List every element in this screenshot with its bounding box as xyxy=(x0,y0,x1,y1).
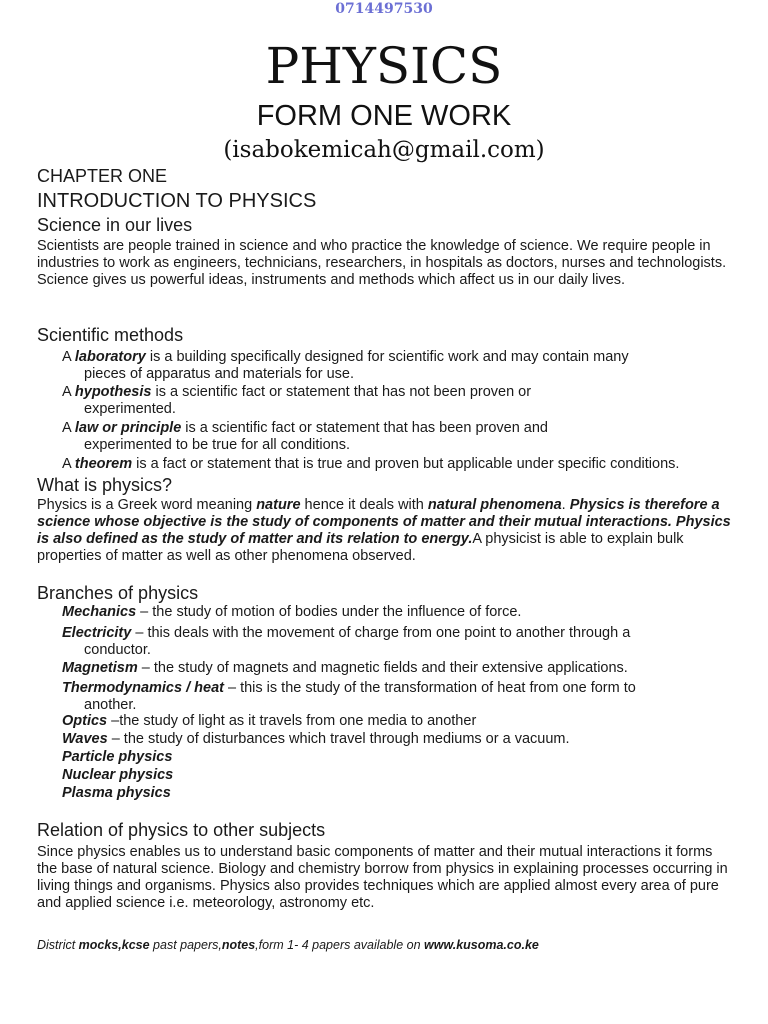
branch-term: Waves xyxy=(62,731,108,747)
science-heading: Science in our lives xyxy=(37,215,193,235)
branch-text-cont: another. xyxy=(84,696,137,713)
method-text-cont: experimented to be true for all conditions. xyxy=(84,436,350,453)
footer-text: past papers, xyxy=(149,938,222,952)
method-term: hypothesis xyxy=(74,384,152,400)
branch-particle xyxy=(62,749,732,766)
page-subtitle: FORM ONE WORK xyxy=(256,100,512,132)
branch-nuclear xyxy=(62,767,732,784)
branch-term: Optics xyxy=(62,713,108,729)
science-paragraph: Scientists are people trained in science and who practice the knowledge of science. We require people in industries to work as engineers, technicians, researchers, in hospitals as doctors, nurses and technologists. Science gives us powerful ideas, instruments and methods which affect us in our daily lives. xyxy=(37,238,727,288)
footer-bold: mocks,kcse xyxy=(78,938,150,952)
footer-link[interactable]: www.kusoma.co.ke xyxy=(424,938,539,952)
methods-heading: Scientific methods xyxy=(37,325,184,345)
branch-text: – the study of disturbances which travel through mediums or a vacuum. xyxy=(107,731,570,747)
what-text: A physicist is able to explain bulk properties of matter as well as other phenomena observed. xyxy=(37,531,684,564)
what-heading: What is physics? xyxy=(37,475,173,495)
branch-electricity xyxy=(62,625,732,658)
branch-text: – this deals with the movement of charge from one point to another through a xyxy=(131,625,631,641)
footer-text: District xyxy=(37,938,79,952)
branch-optics xyxy=(62,713,732,730)
footer-bold: notes xyxy=(221,938,256,952)
method-text-cont: experimented. xyxy=(84,400,176,417)
branch-thermodynamics xyxy=(62,680,732,713)
method-item-laboratory xyxy=(62,349,732,382)
branch-waves xyxy=(62,731,732,748)
branch-term: Particle physics xyxy=(62,749,173,765)
method-term: law or principle xyxy=(74,420,182,436)
author-email: (isabokemicah@gmail.com) xyxy=(223,137,545,163)
relation-heading: Relation of physics to other subjects xyxy=(37,820,326,840)
relation-paragraph: Since physics enables us to understand basic components of matter and their mutual interactions it forms the base of natural science. Biology and chemistry borrow from physics in explaining processes occurring in living things and organisms. Physics also provides techniques which are applied almost every area of pure and applied science i.e. meteorology, astronomy etc. xyxy=(37,844,728,911)
what-term: natural phenomena xyxy=(427,497,562,513)
method-text: is a scientific fact or statement that has not been proven or xyxy=(151,384,532,400)
what-definition: Physics is therefore a science whose objective is the study of components of matter and their mutual interactions. Physics is also defined as the study of matter and its relation to energy. xyxy=(37,497,731,547)
method-item-law xyxy=(62,420,732,453)
branch-text: – the study of magnets and magnetic fields and their extensive applications. xyxy=(137,660,628,676)
method-prefix: A xyxy=(62,384,75,400)
page-title: PHYSICS xyxy=(265,37,503,95)
branch-text: – the study of motion of bodies under the influence of force. xyxy=(136,604,522,620)
method-text: is a scientific fact or statement that has been proven and xyxy=(181,420,548,436)
method-item-theorem xyxy=(62,456,732,473)
branch-text: –the study of light as it travels from one media to another xyxy=(107,713,477,729)
phone-number: 0714497530 xyxy=(335,1,433,17)
branch-text: – this is the study of the transformation of heat from one form to xyxy=(223,680,636,696)
method-term: laboratory xyxy=(74,349,146,365)
method-text: is a building specifically designed for scientific work and may contain many xyxy=(145,349,629,365)
footer-text: ,form 1- 4 papers available on xyxy=(255,938,425,952)
method-item-hypothesis xyxy=(62,384,732,417)
method-prefix: A xyxy=(62,420,75,436)
what-paragraph xyxy=(37,497,732,565)
branch-magnetism xyxy=(62,660,732,677)
branch-term: Plasma physics xyxy=(62,785,171,801)
what-text: hence it deals with xyxy=(300,497,428,513)
branch-text-cont: conductor. xyxy=(84,641,151,658)
footer-note xyxy=(37,937,737,953)
what-text: . xyxy=(561,497,570,513)
branch-mechanics xyxy=(62,604,732,621)
branches-heading: Branches of physics xyxy=(37,583,199,603)
method-term: theorem xyxy=(74,456,133,472)
chapter-label: CHAPTER ONE xyxy=(37,166,168,186)
branch-term: Thermodynamics / heat xyxy=(62,680,224,696)
method-prefix: A xyxy=(62,456,75,472)
method-text: is a fact or statement that is true and proven but applicable under specific conditions. xyxy=(132,456,680,472)
branch-plasma xyxy=(62,785,732,802)
branch-term: Magnetism xyxy=(62,660,138,676)
method-text-cont: pieces of apparatus and materials for use. xyxy=(84,365,355,382)
what-text: Physics is a Greek word meaning xyxy=(37,497,257,513)
chapter-title: INTRODUCTION TO PHYSICS xyxy=(37,190,317,212)
branch-term: Nuclear physics xyxy=(62,767,174,783)
what-term: nature xyxy=(256,497,301,513)
branch-term: Mechanics xyxy=(62,604,137,620)
branch-term: Electricity xyxy=(62,625,132,641)
method-prefix: A xyxy=(62,349,75,365)
